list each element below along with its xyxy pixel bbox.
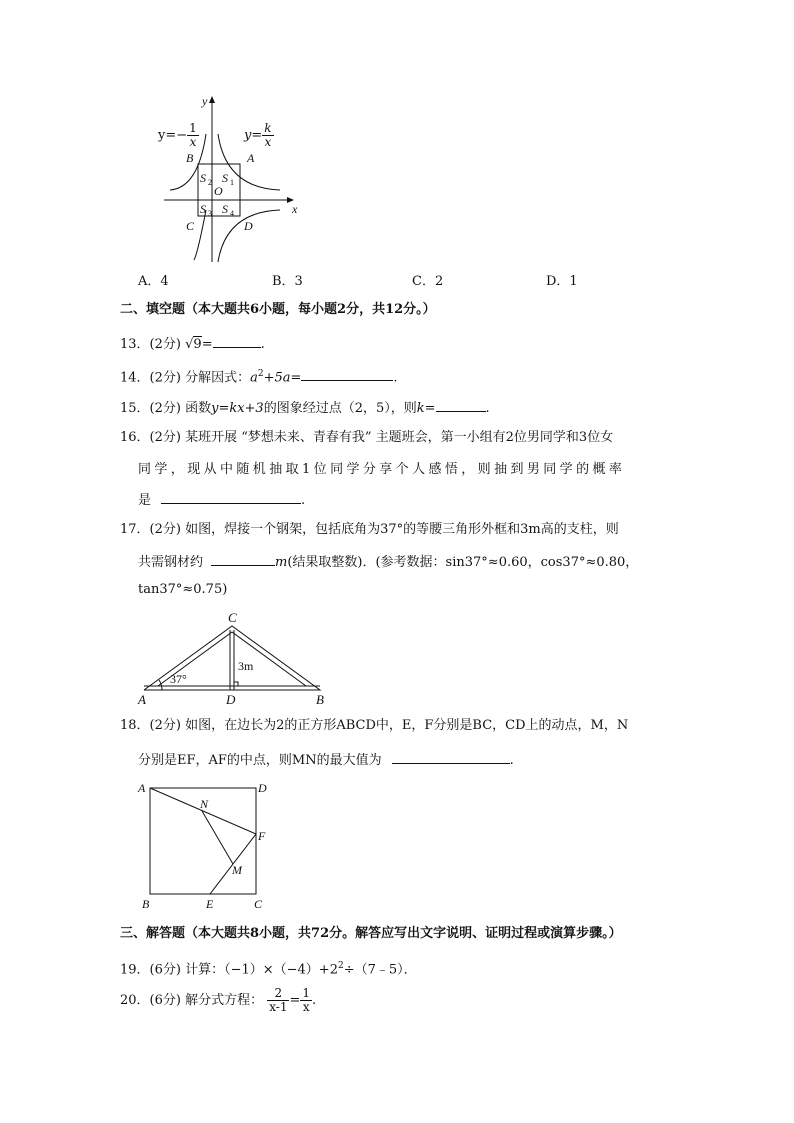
label-O: O [214, 184, 223, 198]
question-17-line3: tan37°≈0.75) [138, 582, 228, 597]
label-S4-sub: 4 [230, 209, 234, 218]
answer-blank-14[interactable] [301, 367, 393, 381]
frac-left-den: x-1 [269, 1000, 288, 1014]
question-14: 14．(2分) 分解因式：$a^2+5a=$ . [120, 369, 398, 386]
question-17-line2: 共需钢材约 m(结果取整数)．(参考数据：sin37°≈0.60，cos37°≈0.80， [138, 552, 638, 571]
frac-right-den: x [302, 1000, 310, 1014]
label-B: B [142, 897, 150, 910]
frac-left-num: 2 [267, 987, 289, 1001]
label-C: C [254, 897, 263, 910]
x-axis-label: x [292, 202, 298, 216]
label-A: A [247, 151, 255, 165]
choice-c[interactable]: C．2 [412, 274, 444, 289]
section-2-heading: 二、填空题（本大题共6小题，每小题2分，共12分。） [120, 302, 436, 317]
question-18-line2: 分别是EF，AF的中点，则MN的最大值为 . [138, 750, 514, 769]
label-C: C [228, 610, 237, 625]
figure-hyperbola [150, 92, 310, 264]
hyperbola-right-bottom [194, 210, 206, 260]
question-13: 13．(2分) √9= . [120, 334, 265, 353]
question-19: 19．(6分) 计算：$(-1)\times(-4)+2^2\div(7﹣5)$． [120, 961, 417, 978]
figure-steel-frame [136, 610, 336, 706]
label-D: D [244, 219, 253, 233]
label-D: D [226, 692, 236, 706]
answer-blank-16[interactable] [161, 490, 301, 504]
label-B: B [316, 692, 324, 706]
eq-left-num: 1 [189, 121, 197, 135]
height-label: 3m [238, 659, 254, 673]
segment-AF [150, 788, 256, 834]
label-F: F [258, 829, 266, 843]
section-3-heading: 三、解答题（本大题共8小题，共72分。解答应写出文字说明、证明过程或演算步骤。） [120, 926, 622, 941]
label-A: A [138, 692, 146, 706]
figure-square [136, 778, 276, 910]
sqrt-sign: √ [185, 337, 194, 352]
label-S1-sub: 1 [230, 178, 234, 187]
radicand: 9 [193, 337, 202, 352]
question-16-line2: 同学，现从中随机抽取1位同学分享个人感悟，则抽到男同学的概率 [138, 462, 626, 477]
answer-blank-17[interactable] [211, 552, 275, 566]
question-15: 15．(2分) 函数y=kx+3的图象经过点（2，5），则k= . [120, 398, 490, 417]
label-D: D [258, 781, 267, 795]
label-C: C [186, 219, 195, 233]
eq-left-den: x [189, 135, 197, 149]
label-M: M [232, 863, 242, 877]
answer-blank-15[interactable] [436, 398, 486, 412]
y-axis-arrow [209, 96, 215, 103]
label-S2: S [200, 171, 206, 185]
frac-right-num: 1 [302, 986, 311, 1000]
label-S2-sub: 2 [208, 178, 212, 187]
question-20: 20．(6分) 解分式方程： $\frac{2}{x-1}$ = $\frac{1}{x}$ . [120, 986, 317, 1014]
label-S1: S [222, 171, 228, 185]
label-A: A [138, 781, 146, 795]
y-axis-label: y [202, 94, 208, 108]
angle-label: 37° [170, 672, 187, 686]
label-S3-sub: 3 [208, 209, 212, 218]
label-S4: S [222, 202, 228, 216]
choice-b[interactable]: B．3 [272, 274, 303, 289]
eq-right-num: k [264, 121, 272, 135]
choice-d[interactable]: D．1 [546, 274, 578, 289]
hyperbola-right-lower [218, 210, 280, 262]
label-B: B [186, 151, 194, 165]
question-17-line1: 17．(2分) 如图，焊接一个钢架，包括底角为37°的等腰三角形外框和3m高的支柱，则 [120, 522, 619, 537]
label-N: N [200, 797, 209, 811]
choice-a[interactable]: A．4 [138, 274, 169, 289]
question-16-line3: 是 . [138, 490, 305, 509]
label-S3: S [200, 202, 206, 216]
right-angle-mark [234, 682, 238, 686]
eq-right-den: x [264, 135, 272, 149]
equation-right: y= $\frac{k}{x}$ [244, 121, 272, 149]
answer-blank-18[interactable] [392, 750, 510, 764]
equation-left: y=− $\frac{1}{x}$ [158, 121, 197, 149]
question-18-line1: 18．(2分) 如图，在边长为2的正方形ABCD中，E，F分别是BC，CD上的动点，M，N [120, 718, 629, 733]
question-16-line1: 16．(2分) 某班开展 “梦想未来、青春有我” 主题班会，第一小组有2位男同学和3位女 [120, 430, 614, 445]
answer-blank-13[interactable] [213, 334, 261, 348]
label-E: E [206, 897, 214, 910]
segment-MN [202, 811, 233, 864]
